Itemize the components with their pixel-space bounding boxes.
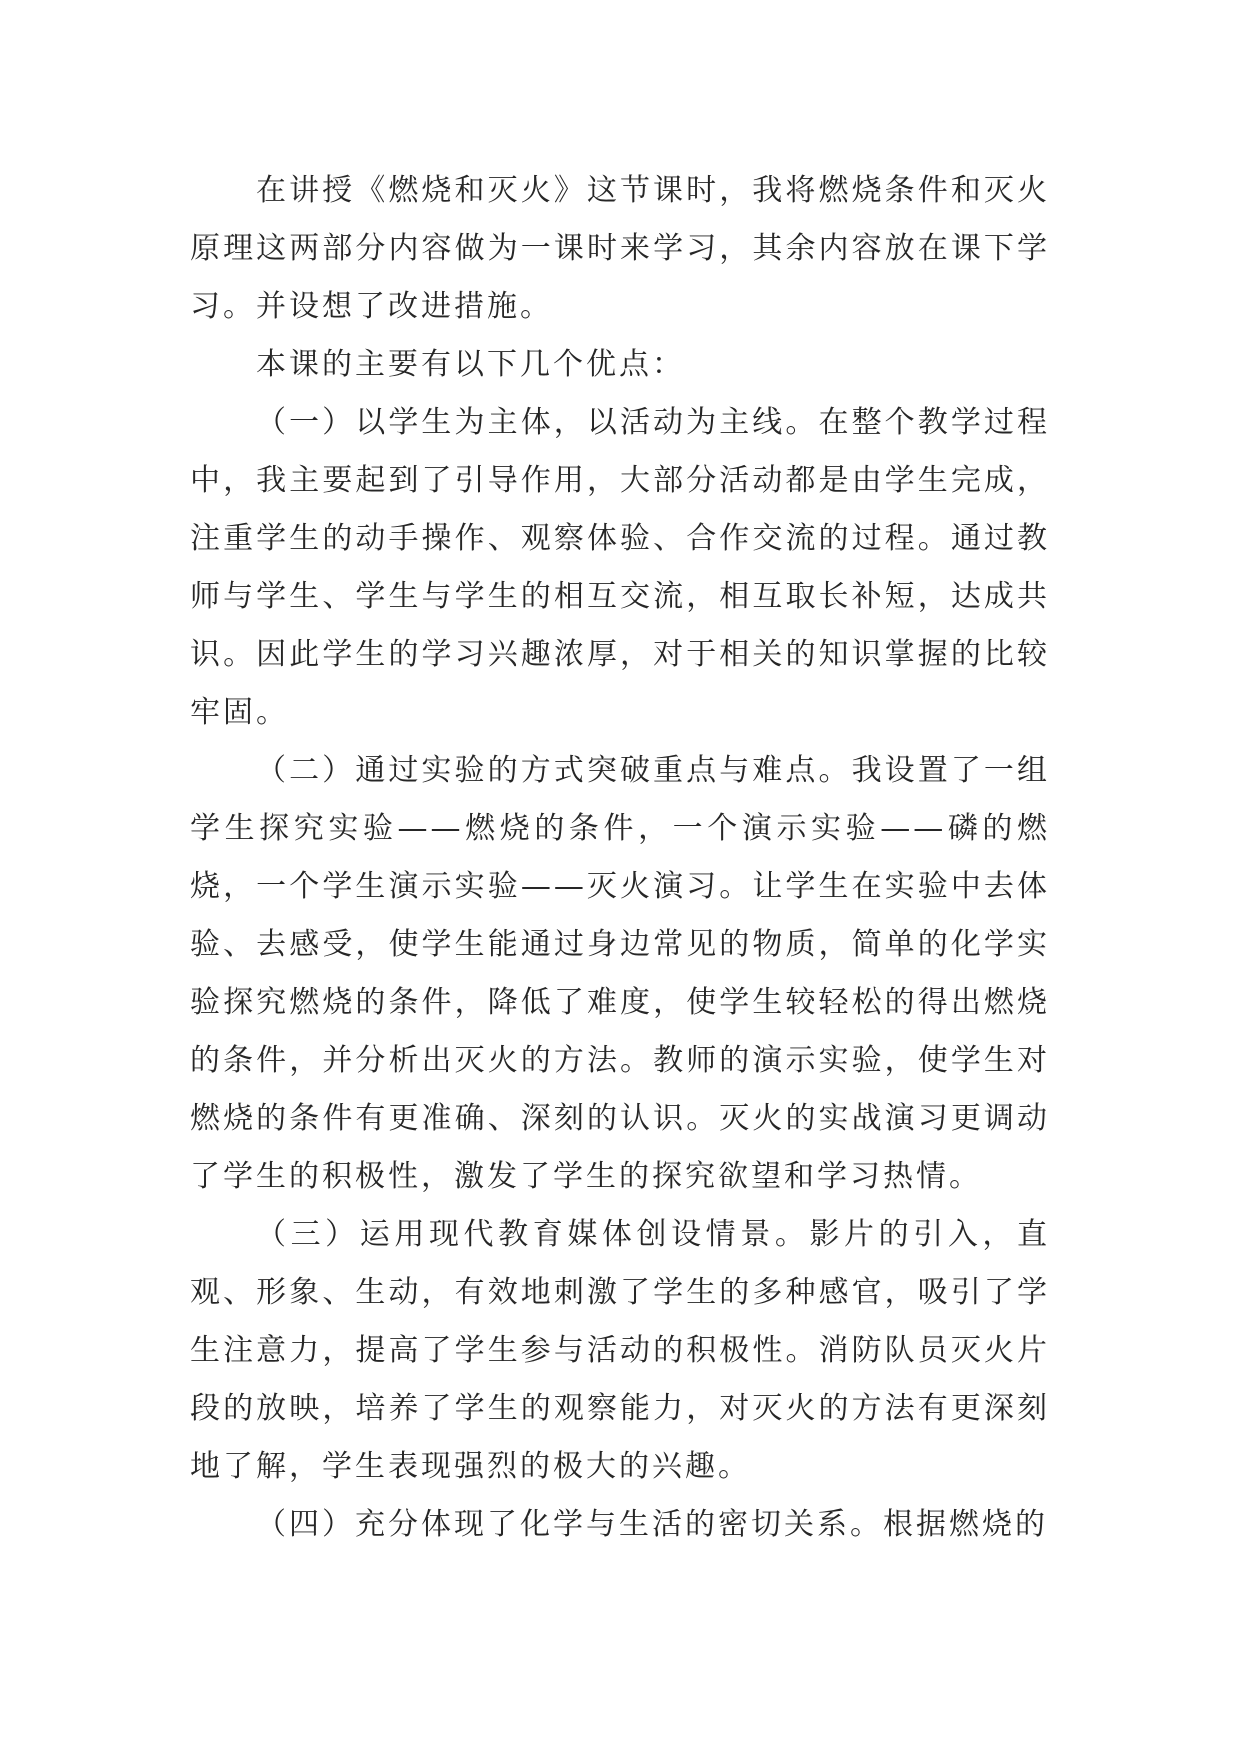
- paragraph-point-1: （一）以学生为主体，以活动为主线。在整个教学过程中，我主要起到了引导作用，大部分活动都是由学生完成，注重学生的动手操作、观察体验、合作交流的过程。通过教师与学生、学生与学生的相互交流，相互取长补短，达成共识。因此学生的学习兴趣浓厚，对于相关的知识掌握的比较牢固。: [190, 405, 1050, 730]
- paragraph-advantages-heading: 本课的主要有以下几个优点：: [256, 347, 685, 382]
- paragraph-point-3: （三）运用现代教育媒体创设情景。影片的引入，直观、形象、生动，有效地刺激了学生的多种感官，吸引了学生注意力，提高了学生参与活动的积极性。消防队员灭火片段的放映，培养了学生的观察能力，对灭火的方法有更深刻地了解，学生表现强烈的极大的兴趣。: [190, 1217, 1050, 1484]
- paragraph-intro: 在讲授《燃烧和灭火》这节课时，我将燃烧条件和灭火原理这两部分内容做为一课时来学习，其余内容放在课下学习。并设想了改进措施。: [190, 173, 1050, 324]
- paragraph-point-4: （四）充分体现了化学与生活的密切关系。根据燃烧的: [256, 1507, 1048, 1542]
- paragraph-point-2: （二）通过实验的方式突破重点与难点。我设置了一组学生探究实验——燃烧的条件，一个演示实验——磷的燃烧，一个学生演示实验——灭火演习。让学生在实验中去体验、去感受，使学生能通过身边常见的物质，简单的化学实验探究燃烧的条件，降低了难度，使学生较轻松的得出燃烧的条件，并分析出灭火的方法。教师的演示实验，使学生对燃烧的条件有更准确、深刻的认识。灭火的实战演习更调动了学生的积极性，激发了学生的探究欲望和学习热情。: [190, 753, 1050, 1194]
- document-body: [190, 162, 1050, 1554]
